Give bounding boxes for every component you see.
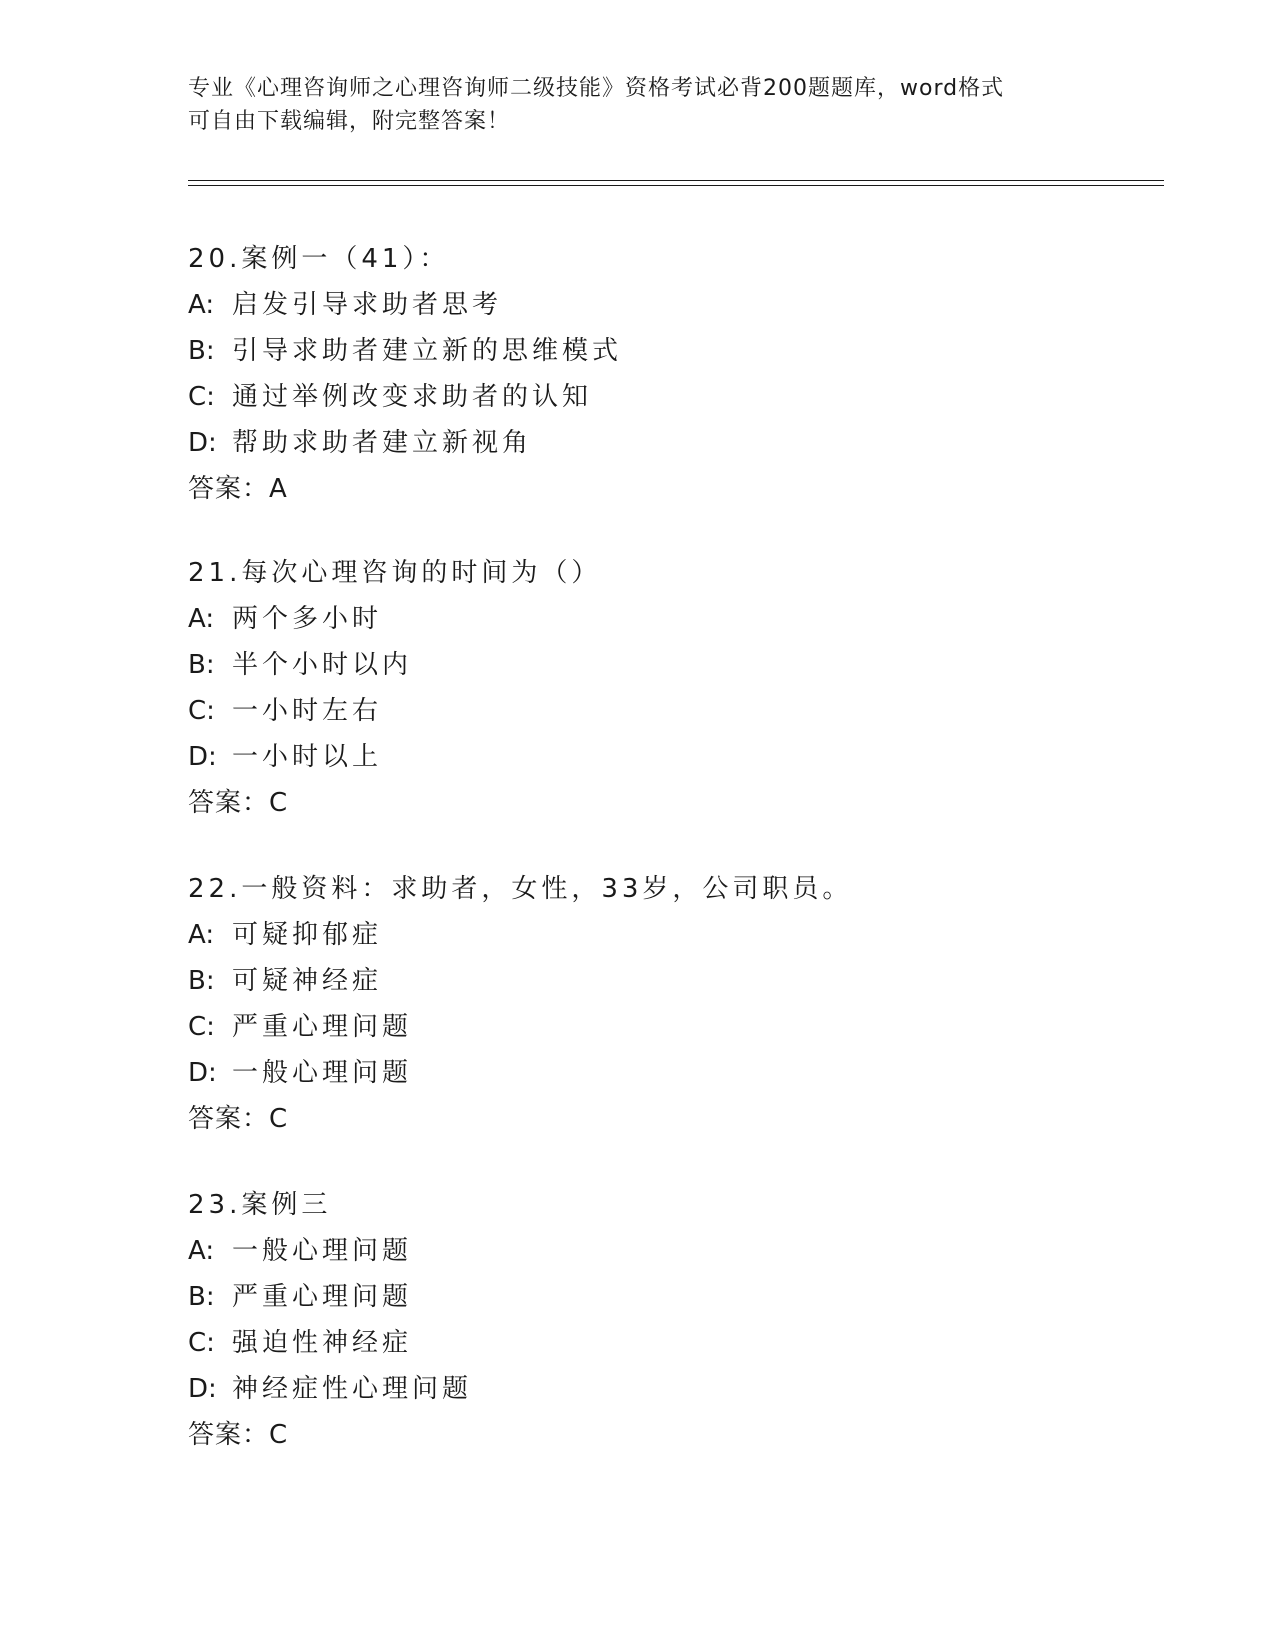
option-b xyxy=(188,958,1148,1004)
answer-line: 答案：C xyxy=(188,1104,289,1134)
question-block xyxy=(188,866,1148,1142)
header-divider-top xyxy=(188,180,1164,181)
answer-line: 答案：C xyxy=(188,788,289,818)
question-block xyxy=(188,550,1148,826)
option-b xyxy=(188,1274,1148,1320)
option-a xyxy=(188,596,1148,642)
option-text: 一般心理问题 xyxy=(232,1058,413,1088)
question-stem: 23.案例三 xyxy=(188,1190,332,1220)
answer-line: 答案：A xyxy=(188,474,288,504)
option-letter: B: xyxy=(188,1282,215,1312)
option-text: 严重心理问题 xyxy=(232,1012,413,1042)
option-text: 帮助求助者建立新视角 xyxy=(232,428,533,458)
option-d xyxy=(188,734,1148,780)
option-letter: A: xyxy=(188,604,215,634)
option-text: 两个多小时 xyxy=(232,604,383,634)
option-text: 半个小时以内 xyxy=(232,650,413,680)
option-letter: A: xyxy=(188,920,215,950)
question-stem: 20.案例一（41）： xyxy=(188,244,450,274)
option-a xyxy=(188,1228,1148,1274)
option-letter: D: xyxy=(188,742,217,772)
option-b xyxy=(188,642,1148,688)
question-block xyxy=(188,1182,1148,1458)
option-text: 可疑神经症 xyxy=(232,966,383,996)
option-text: 启发引导求助者思考 xyxy=(232,290,503,320)
option-letter: B: xyxy=(188,336,215,366)
option-letter: D: xyxy=(188,428,217,458)
question-stem: 22.一般资料：求助者，女性，33岁，公司职员。 xyxy=(188,874,853,904)
option-b xyxy=(188,328,1148,374)
option-d xyxy=(188,420,1148,466)
header-divider-bottom xyxy=(188,185,1164,186)
option-letter: C: xyxy=(188,382,215,412)
header-line-2: 可自由下载编辑，附完整答案！ xyxy=(188,109,511,134)
option-d xyxy=(188,1366,1148,1412)
option-a xyxy=(188,282,1148,328)
option-letter: C: xyxy=(188,1328,215,1358)
option-c xyxy=(188,688,1148,734)
option-letter: B: xyxy=(188,650,215,680)
option-letter: A: xyxy=(188,1236,215,1266)
option-c xyxy=(188,1004,1148,1050)
question-block xyxy=(188,236,1148,512)
option-letter: D: xyxy=(188,1058,217,1088)
option-letter: D: xyxy=(188,1374,217,1404)
option-text: 通过举例改变求助者的认知 xyxy=(232,382,593,412)
option-text: 可疑抑郁症 xyxy=(232,920,383,950)
answer-line: 答案：C xyxy=(188,1420,289,1450)
option-a xyxy=(188,912,1148,958)
option-letter: A: xyxy=(188,290,215,320)
option-d xyxy=(188,1050,1148,1096)
option-letter: B: xyxy=(188,966,215,996)
option-text: 神经症性心理问题 xyxy=(232,1374,473,1404)
option-c xyxy=(188,1320,1148,1366)
question-stem: 21.每次心理咨询的时间为（） xyxy=(188,558,602,588)
option-letter: C: xyxy=(188,1012,215,1042)
option-c xyxy=(188,374,1148,420)
option-text: 一小时以上 xyxy=(232,742,383,772)
option-text: 强迫性神经症 xyxy=(232,1328,413,1358)
header-line-1: 专业《心理咨询师之心理咨询师二级技能》资格考试必背200题题库，word格式 xyxy=(188,76,1005,101)
document-header xyxy=(188,72,1088,138)
option-text: 严重心理问题 xyxy=(232,1282,413,1312)
option-text: 一小时左右 xyxy=(232,696,383,726)
option-letter: C: xyxy=(188,696,215,726)
option-text: 一般心理问题 xyxy=(232,1236,413,1266)
option-text: 引导求助者建立新的思维模式 xyxy=(232,336,623,366)
